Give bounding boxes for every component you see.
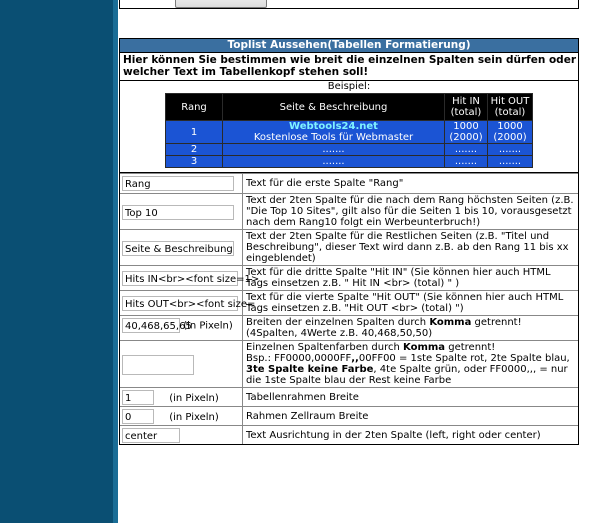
setting-row-rang — [120, 174, 578, 194]
toplist-format-panel — [119, 38, 579, 445]
example-label: Beispiel: — [327, 81, 371, 92]
preview-header-rang: Rang — [166, 94, 222, 120]
panel-intro: Hier können Sie bestimmen wie breit die einzelnen Spalten sein dürfen oder welcher Text im Tabellenkopf stehen soll! — [120, 53, 578, 81]
setting-row-border — [120, 388, 578, 407]
preview-rank: 1 — [166, 121, 222, 143]
setting-input-cell — [120, 388, 243, 407]
setting-input-cell — [120, 407, 243, 426]
rang-text-input[interactable]: Rang — [122, 176, 234, 191]
preview-hitout: 1000 (2000) — [488, 121, 532, 143]
setting-row-cellspacing — [120, 407, 578, 426]
panel-title: Toplist Aussehen(Tabellen Formatierung) — [120, 39, 578, 53]
setting-row-top10 — [120, 194, 578, 230]
preview-dots: ....... — [223, 144, 444, 155]
preview-dots: ....... — [223, 156, 444, 167]
setting-desc: Text für die erste Spalte "Rang" — [243, 174, 579, 194]
setting-desc: Tabellenrahmen Breite — [243, 388, 579, 407]
setting-desc: Text Ausrichtung in der 2ten Spalte (left, right oder center) — [243, 426, 579, 445]
setting-row-align — [120, 426, 578, 445]
setting-desc: Rahmen Zellraum Breite — [243, 407, 579, 426]
setting-input-cell — [120, 174, 243, 194]
cellspacing-input[interactable]: 0 — [122, 409, 154, 424]
column-widths-input[interactable]: 40,468,65,65 — [122, 318, 180, 333]
setting-input-cell — [120, 194, 243, 230]
setting-input-cell — [120, 426, 243, 445]
sidebar — [0, 0, 113, 523]
hitin-text-input[interactable]: Hits IN<br><font size=1> — [122, 271, 238, 286]
setting-row-colors — [120, 341, 578, 388]
setting-input-cell — [120, 230, 243, 266]
preview-dots: ....... — [445, 156, 487, 167]
preview-dots: ....... — [488, 156, 532, 167]
sidebar-edge — [113, 0, 118, 523]
setting-desc: Text für die vierte Spalte "Hit OUT" (Sie können hier auch HTML Tags einsetzen z.B. "Hit OUT <br> (total) ") — [243, 291, 579, 316]
setting-row-hitout — [120, 291, 578, 316]
preview-row-2 — [166, 144, 532, 155]
preview-table — [165, 93, 533, 168]
preview-site-link[interactable]: Webtools24.net — [289, 121, 378, 132]
column-colors-input[interactable] — [122, 355, 194, 375]
preview-header-hitin: Hit IN (total) — [445, 94, 487, 120]
setting-input-cell — [120, 316, 243, 341]
preview-header-hitout: Hit OUT (total) — [488, 94, 532, 120]
text-align-input[interactable]: center — [122, 428, 180, 443]
setting-input-cell — [120, 291, 256, 316]
setting-desc: Text der 2ten Spalte für die nach dem Rang höchsten Seiten (z.B. "Die Top 10 Sites", gilt also für die Seiten 1 bis 10, vorausgesetzt nach dem Rang10 folgt ein Werbeunterbruch!) — [243, 194, 579, 230]
table-border-input[interactable]: 1 — [122, 390, 154, 405]
setting-desc: Breiten der einzelnen Spalten durch Komma getrennt! (4Spalten, 4Werte z.B. 40,468,50,50) — [243, 316, 579, 341]
preview-site-cell — [223, 121, 444, 143]
setting-desc: Text der 2ten Spalte für die Restlichen Seiten (z.B. "Titel und Beschreibung", dieser Text wird dann z.B. ab den Rang 11 bis xx eingeblendet) — [243, 230, 579, 266]
unit-label: (in Pixeln) — [183, 320, 233, 332]
setting-desc: Text für die dritte Spalte "Hit IN" (Sie können hier auch HTML Tags einsetzen z.B. " Hit IN <br> (total) " ) — [243, 266, 579, 291]
setting-desc: Einzelnen Spaltenfarben durch Komma getrennt! Bsp.: FF0000,0000FF,,00FF00 = 1ste Spalte rot, 2te Spalte blau, 3te Spalte keine Farbe, 4te Spalte grün, oder FF0000,,, = nur die 1ste Spalte blau der Rest keine Farbe — [243, 341, 579, 388]
previous-submit-button[interactable] — [175, 0, 267, 8]
top10-text-input[interactable]: Top 10 — [122, 205, 234, 220]
setting-row-seite — [120, 230, 578, 266]
setting-row-hitin — [120, 266, 578, 291]
preview-dots: ....... — [488, 144, 532, 155]
setting-input-cell — [120, 341, 243, 388]
preview-row-1 — [166, 121, 532, 143]
setting-row-widths — [120, 316, 578, 341]
preview-rank: 2 — [166, 144, 222, 155]
unit-label: (in Pixeln) — [169, 392, 219, 404]
unit-label: (in Pixeln) — [169, 411, 219, 423]
preview-site-desc: Kostenlose Tools für Webmaster — [253, 132, 414, 143]
seite-text-input[interactable]: Seite & Beschreibung — [122, 241, 234, 256]
preview-header-row — [166, 94, 532, 120]
setting-input-cell — [120, 266, 260, 291]
preview-hitin: 1000 (2000) — [445, 121, 487, 143]
example-section — [120, 81, 578, 173]
settings-table — [120, 173, 578, 444]
preview-dots: ....... — [445, 144, 487, 155]
hitout-text-input[interactable]: Hits OUT<br><font size= — [122, 296, 238, 311]
preview-rank: 3 — [166, 156, 222, 167]
preview-row-3 — [166, 156, 532, 167]
preview-header-site: Seite & Beschreibung — [223, 94, 444, 120]
